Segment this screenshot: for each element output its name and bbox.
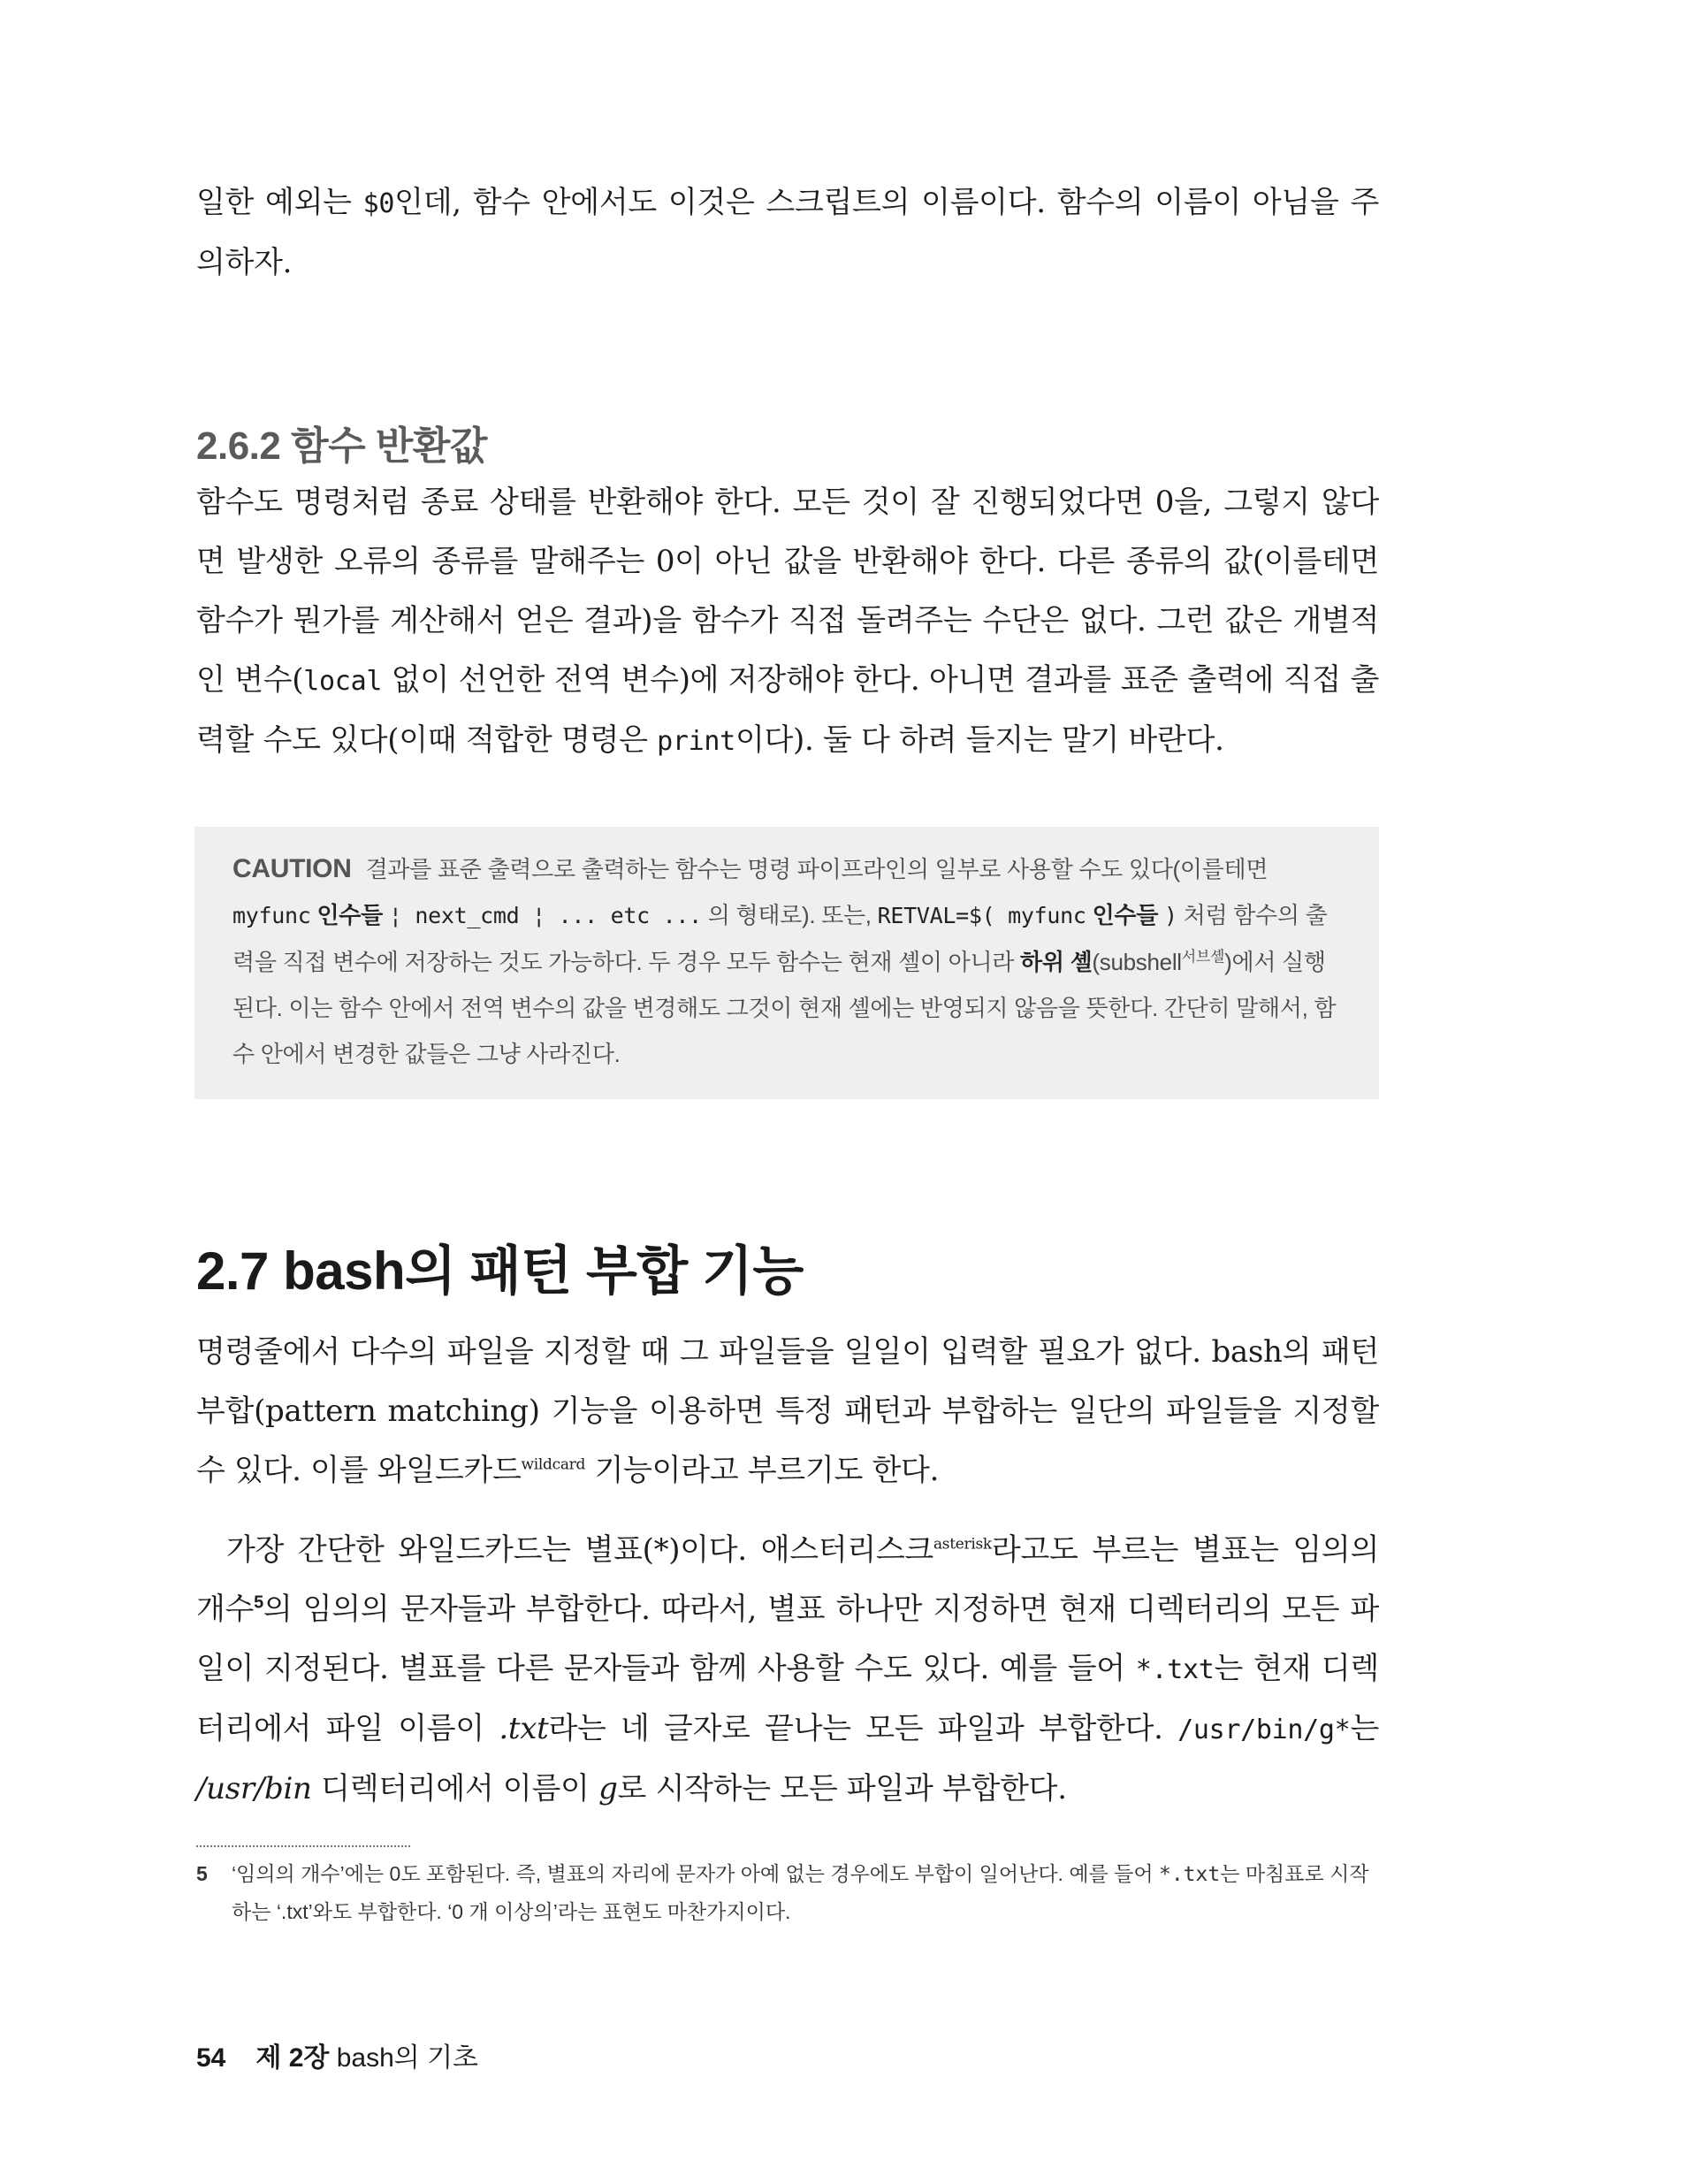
text-run: 로 시작하는 모든 파일과 부합한다. [617, 1771, 1067, 1806]
inline-code: local [303, 666, 383, 697]
intro-paragraph [196, 173, 1379, 293]
text-run: 라고도 부르는 별표는 임의의 개수 [196, 1532, 1379, 1627]
section-2-7-paragraph-1 [196, 1323, 1379, 1501]
inline-code: RETVAL=$( myfunc [877, 903, 1086, 928]
inline-code: print [657, 726, 735, 757]
inline-code: myfunc [232, 903, 311, 928]
italic-text: g [598, 1771, 618, 1806]
footnote [196, 1855, 1379, 1930]
caution-box [194, 827, 1379, 1099]
italic-text: /usr/bin [196, 1771, 312, 1806]
text-run: 는 마침표로 시작하는 ‘.txt’와도 부합한다. ‘0 개 이상의’라는 표현도 마찬가지이다. [232, 1862, 1369, 1923]
inline-code: ) [1163, 903, 1177, 928]
caution-text [232, 846, 1344, 1077]
text-run: 처럼 함수의 출력을 직접 변수에 저장하는 것도 가능하다. 두 경우 모두 함수는 현재 셸이 아니라 [232, 902, 1328, 975]
superscript-gloss: asterisk [933, 1535, 992, 1554]
text-run: 함수도 명령처럼 종료 상태를 반환해야 한다. 모든 것이 잘 진행되었다면 0을, 그렇지 않다면 발생한 오류의 종류를 말해주는 0이 아닌 값을 반환해야 한다. 다른 종류의 값(이를테면 함수가 뭔가를 계산해서 얻은 결과)을 함수가 직접 돌려주는 수단은 없다. 그런 값은 개별적인 변수( [196, 485, 1379, 698]
text-run: ‘임의의 개수’에는 0도 포함된다. 즉, 별표의 자리에 문자가 아예 없는 경우에도 부합이 일어난다. 예를 들어 [232, 1862, 1159, 1885]
text-run: 라는 네 글자로 끝나는 모든 파일과 부합한다. [548, 1711, 1178, 1746]
footnote-number: 5 [196, 1862, 208, 1885]
inline-code: ¦ next_cmd ¦ ... etc ... [388, 903, 702, 928]
footnote-divider [196, 1845, 410, 1847]
emphasis-text: 인수들 [1086, 902, 1164, 928]
superscript-gloss: wildcard [521, 1455, 586, 1474]
inline-code: *.txt [1158, 1863, 1221, 1886]
section-2-6-2-heading [196, 414, 1379, 470]
page-footer [196, 2035, 478, 2074]
text-run: 기능이라고 부르기도 한다. [585, 1453, 940, 1488]
heading-number: 2.6.2 [196, 424, 281, 468]
term-text: 와일드카드 [377, 1454, 522, 1487]
text-run: (pattern matching) 기능을 이용하면 특정 패턴과 부합하는 일단의 파일들을 지정할 수 있다. 이를 [196, 1394, 1379, 1488]
text-run: 없이 선언한 전역 변수)에 저장해야 한다. 아니면 결과를 표준 출력에 직접 출력할 수도 있다(이때 적합한 명령은 [196, 662, 1379, 758]
text-run: 의 임의의 문자들과 부합한다. 따라서, 별표 하나만 지정하면 현재 디렉터리의 모든 파일이 지정된다. 별표를 다른 문자들과 함께 사용할 수도 있다. 예를 들어 [196, 1592, 1379, 1686]
emphasis-text: 인수들 [310, 902, 389, 928]
section-2-7-paragraph-2 [196, 1521, 1379, 1819]
text-run: 의 형태로). 또는, [701, 902, 878, 928]
text-run: 일한 예외는 [196, 185, 363, 220]
heading-title: bash의 패턴 부합 기능 [283, 1241, 804, 1301]
inline-code: /usr/bin/g* [1177, 1714, 1351, 1745]
caution-label: CAUTION [232, 854, 352, 883]
footnote-body [232, 1855, 1379, 1930]
text-run: (subshell [1092, 949, 1182, 975]
text-run: 결과를 표준 출력으로 출력하는 함수는 명령 파이프라인의 일부로 사용할 수도 있다(이를테면 [365, 856, 1269, 882]
superscript-gloss: 서브셸 [1181, 948, 1225, 966]
text-run: 는 [1350, 1711, 1379, 1746]
inline-code: $0 [362, 188, 395, 219]
term-text: 패턴 부합 [196, 1335, 1379, 1428]
section-heading [196, 1229, 1379, 1305]
subsection-heading [196, 414, 1379, 470]
italic-text: .txt [499, 1711, 549, 1746]
return-value-paragraph [196, 473, 1379, 771]
text-run: 는 현재 디렉터리에서 파일 이름이 [196, 1651, 1379, 1746]
pattern-matching-paragraph [196, 1323, 1379, 1501]
term-text: 하위 셸 [1020, 949, 1093, 975]
chapter-label: 제 2장 [255, 2043, 330, 2073]
intro-paragraph-block [196, 173, 1379, 293]
footnote-marker[interactable]: 5 [254, 1592, 263, 1613]
text-run: 가장 간단한 와일드카드는 별표(*)이다. 애스터리스크 [226, 1532, 933, 1568]
text-run: 명령줄에서 다수의 파일을 지정할 때 그 파일들을 일일이 입력할 필요가 없다. bash의 [196, 1334, 1322, 1370]
text-run: 이다). 둘 다 하려 들지는 말기 바란다. [735, 722, 1224, 758]
section-2-6-2-body [196, 473, 1379, 771]
wildcard-paragraph [196, 1521, 1379, 1819]
chapter-title: bash의 기초 [336, 2043, 479, 2073]
text-run: )에서 실행된다. 이는 함수 안에서 전역 변수의 값을 변경해도 그것이 현재 셸에는 반영되지 않음을 뜻한다. 간단히 말해서, 함수 안에서 변경한 값들은 그냥 사라진다. [232, 949, 1337, 1067]
inline-code: *.txt [1135, 1654, 1215, 1685]
text-run: 인데, 함수 안에서도 이것은 스크립트의 이름이다. 함수의 이름이 아님을 주의하자. [196, 185, 1379, 280]
text-run: 디렉터리에서 이름이 [311, 1771, 599, 1806]
section-2-7-heading [196, 1229, 1379, 1305]
heading-title: 함수 반환값 [291, 424, 487, 468]
heading-number: 2.7 [196, 1241, 269, 1301]
page-number: 54 [196, 2043, 226, 2073]
